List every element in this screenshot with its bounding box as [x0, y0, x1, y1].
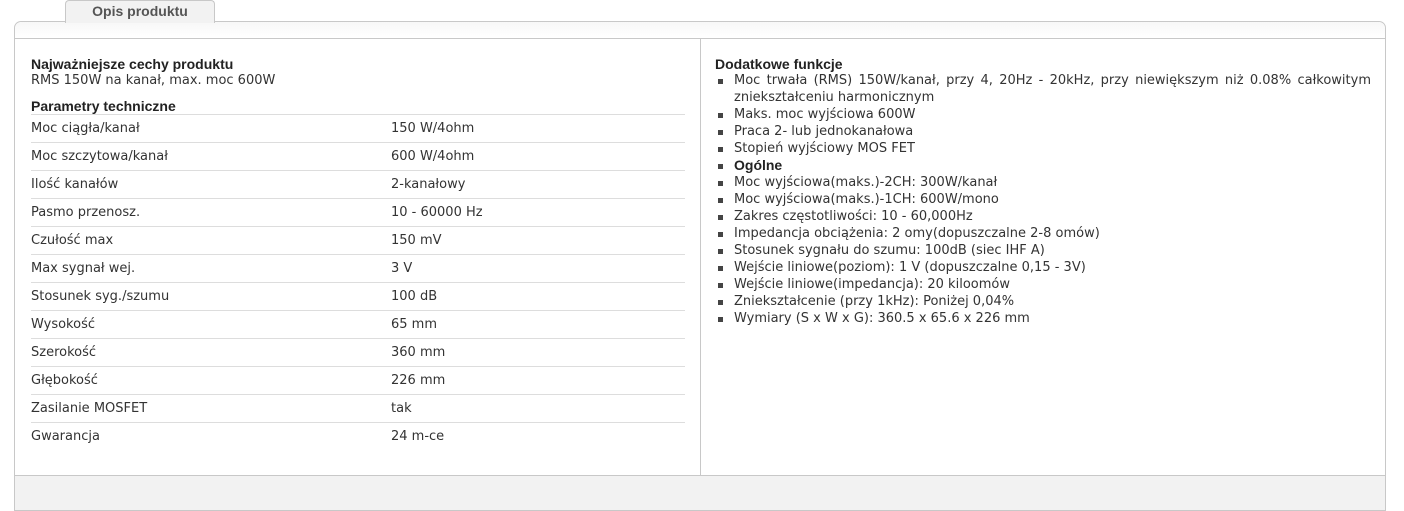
table-row — [31, 395, 685, 423]
list-item-text: Impedancja obciążenia: 2 omy(dopuszczalne 2-8 omów) — [734, 226, 1100, 241]
panel-header-strip — [15, 22, 1385, 39]
param-name: Pasmo przenosz. — [31, 205, 141, 220]
right-column — [715, 56, 1371, 327]
list-item-text: Ogólne — [734, 157, 783, 173]
param-value: 3 V — [391, 261, 413, 276]
bullet-icon — [718, 300, 723, 305]
table-row — [31, 283, 685, 311]
extra-features-heading: Dodatkowe funkcje — [715, 56, 843, 72]
param-name: Moc ciągła/kanał — [31, 121, 140, 136]
tech-params-table — [31, 114, 685, 451]
bullet-icon — [718, 317, 723, 322]
param-value: 150 W/4ohm — [391, 121, 475, 136]
list-item — [715, 242, 1371, 259]
table-row — [31, 255, 685, 283]
extra-features-list — [715, 72, 1371, 327]
table-row — [31, 339, 685, 367]
list-item-text: Moc wyjściowa(maks.)-1CH: 600W/mono — [734, 192, 999, 207]
left-column — [31, 56, 685, 451]
bullet-icon — [718, 266, 723, 271]
list-item-text: Zakres częstotliwości: 10 - 60,000Hz — [734, 209, 973, 224]
list-item-text: Wejście liniowe(poziom): 1 V (dopuszczalne 0,15 - 3V) — [734, 260, 1086, 275]
column-divider — [700, 39, 701, 475]
param-value: 2-kanałowy — [391, 177, 466, 192]
bullet-icon — [718, 147, 723, 152]
param-name: Czułość max — [31, 233, 114, 248]
table-row — [31, 423, 685, 451]
key-features-heading: Najważniejsze cechy produktu — [31, 56, 234, 72]
param-value: 226 mm — [391, 373, 446, 388]
param-name: Max sygnał wej. — [31, 261, 136, 276]
param-name: Stosunek syg./szumu — [31, 289, 170, 304]
list-item — [715, 310, 1371, 327]
param-name: Głębokość — [31, 373, 98, 388]
list-item — [715, 208, 1371, 225]
table-row — [31, 199, 685, 227]
bullet-icon — [718, 113, 723, 118]
bullet-icon — [718, 79, 723, 84]
list-item — [715, 157, 1371, 174]
bullet-icon — [718, 130, 723, 135]
param-name: Moc szczytowa/kanał — [31, 149, 168, 164]
table-row — [31, 171, 685, 199]
param-value: 24 m-ce — [391, 429, 445, 445]
param-value: 10 - 60000 Hz — [391, 205, 483, 220]
list-item — [715, 191, 1371, 208]
list-item-text: Praca 2- lub jednokanałowa — [734, 124, 914, 139]
param-value: 65 mm — [391, 317, 438, 332]
table-row — [31, 115, 685, 143]
panel-footer-strip — [15, 475, 1385, 510]
table-row — [31, 311, 685, 339]
param-value: 360 mm — [391, 345, 446, 360]
param-name: Wysokość — [31, 317, 95, 332]
param-name: Gwarancja — [31, 429, 100, 445]
list-item-text: Maks. moc wyjściowa 600W — [734, 107, 916, 122]
list-item — [715, 259, 1371, 276]
list-item — [715, 72, 1371, 106]
bullet-icon — [718, 249, 723, 254]
list-item — [715, 106, 1371, 123]
table-row — [31, 227, 685, 255]
list-item — [715, 140, 1371, 157]
tab-opis-produktu[interactable]: Opis produktu — [65, 0, 215, 23]
list-item — [715, 276, 1371, 293]
list-item — [715, 174, 1371, 191]
key-features-text: RMS 150W na kanał, max. moc 600W — [31, 73, 276, 88]
product-description-panel — [14, 21, 1386, 511]
param-name: Szerokość — [31, 345, 97, 360]
table-row — [31, 143, 685, 171]
list-item-text: Stosunek sygnału do szumu: 100dB (siec IHF A) — [734, 243, 1045, 258]
param-value: tak — [391, 401, 412, 416]
list-item-text: Wejście liniowe(impedancja): 20 kiloomów — [734, 277, 1010, 292]
list-item — [715, 123, 1371, 140]
bullet-icon — [718, 215, 723, 220]
list-item-text: Moc wyjściowa(maks.)-2CH: 300W/kanał — [734, 175, 998, 190]
param-value: 100 dB — [391, 289, 438, 304]
list-item-text: Stopień wyjściowy MOS FET — [734, 141, 915, 156]
param-name: Zasilanie MOSFET — [31, 401, 148, 416]
list-item-text: Zniekształcenie (przy 1kHz): Poniżej 0,04% — [734, 294, 1015, 309]
list-item-text: Wymiary (S x W x G): 360.5 x 65.6 x 226 mm — [734, 311, 1030, 326]
tech-params-heading: Parametry techniczne — [31, 98, 176, 114]
table-row — [31, 367, 685, 395]
param-value: 150 mV — [391, 233, 442, 248]
list-item — [715, 293, 1371, 310]
bullet-icon — [718, 181, 723, 186]
bullet-icon — [718, 283, 723, 288]
list-item-text: Moc trwała (RMS) 150W/kanał, przy 4, 20Hz - 20kHz, przy niewiększym niż 0.08% całkowitym zniekształceniu harmonicznym — [734, 73, 1371, 105]
bullet-icon — [718, 198, 723, 203]
bullet-icon — [718, 164, 723, 169]
bullet-icon — [718, 232, 723, 237]
param-name: Ilość kanałów — [31, 177, 119, 192]
param-value: 600 W/4ohm — [391, 149, 475, 164]
list-item — [715, 225, 1371, 242]
